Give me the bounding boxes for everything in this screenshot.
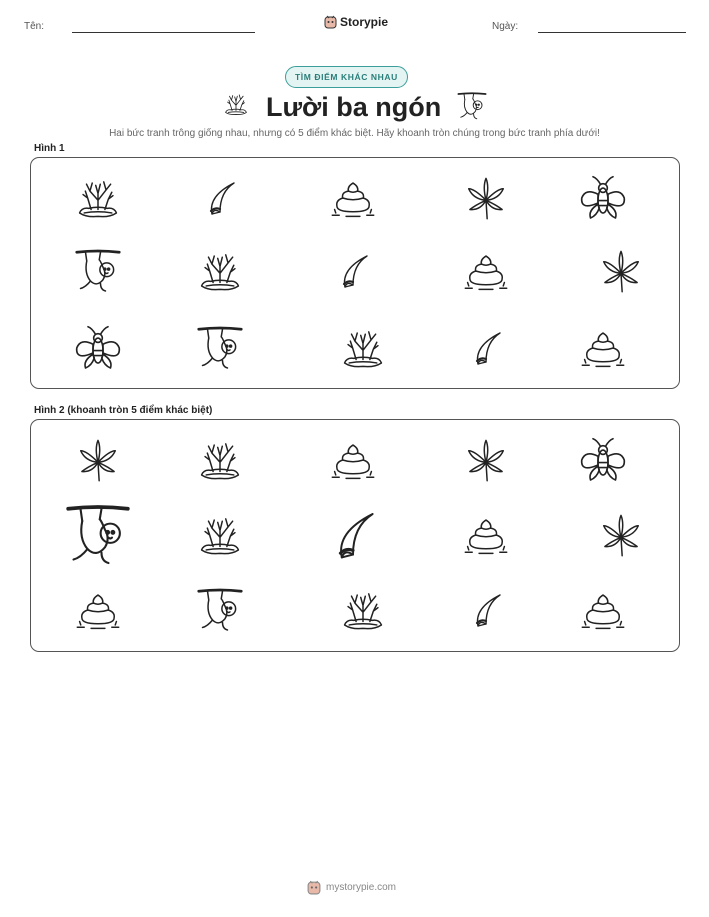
picture-panel-1 [30,157,680,389]
activity-badge: TÌM ĐIỂM KHÁC NHAU [285,66,408,88]
coral-icon [223,90,249,118]
leaf-icon [598,248,644,294]
name-field[interactable] [72,32,255,33]
poop-icon [580,325,626,371]
sloth-icon [195,323,245,373]
coral-icon[interactable] [197,437,243,483]
sloth-icon[interactable] [195,585,245,635]
leaf-icon [463,175,509,221]
panel-2-label: Hình 2 (khoanh tròn 5 điểm khác biệt) [34,405,213,416]
poop-icon [330,175,376,221]
claw-icon [466,328,506,368]
page-title: Lười ba ngón [266,92,442,122]
sloth-icon[interactable] [63,500,133,570]
footer [307,880,396,895]
coral-icon [197,248,243,294]
coral-icon[interactable] [340,587,386,633]
footer-site: mystorypie.com [326,882,397,893]
poop-icon[interactable] [580,587,626,633]
leaf-icon[interactable] [463,437,509,483]
brand-name: Storypie [340,15,389,29]
claw-icon [333,251,373,291]
coral-icon [75,175,121,221]
leaf-icon[interactable] [75,437,121,483]
poop-icon[interactable] [463,512,509,558]
name-label: Tên: [24,21,45,32]
brand-logo [324,15,388,29]
coral-icon [340,325,386,371]
sloth-icon [73,246,123,296]
storypie-mascot-icon [324,15,337,29]
storypie-mascot-icon [307,880,321,895]
leaf-icon[interactable] [598,512,644,558]
poop-icon[interactable] [330,437,376,483]
moth-icon [73,323,123,373]
date-label: Ngày: [492,21,519,32]
claw-icon[interactable] [466,590,506,630]
panel-1-label: Hình 1 [34,143,65,154]
coral-icon[interactable] [197,512,243,558]
poop-icon [463,248,509,294]
moth-icon[interactable] [578,435,628,485]
date-field[interactable] [538,32,686,33]
poop-icon[interactable] [75,587,121,633]
picture-panel-2[interactable] [30,419,680,652]
instruction-text: Hai bức tranh trông giống nhau, nhưng có 5 điểm khác biệt. Hãy khoanh tròn chúng trong bức tranh phía dưới! [109,128,600,139]
claw-icon[interactable] [325,507,381,563]
sloth-icon [456,90,488,122]
claw-icon [200,178,240,218]
moth-icon [578,173,628,223]
